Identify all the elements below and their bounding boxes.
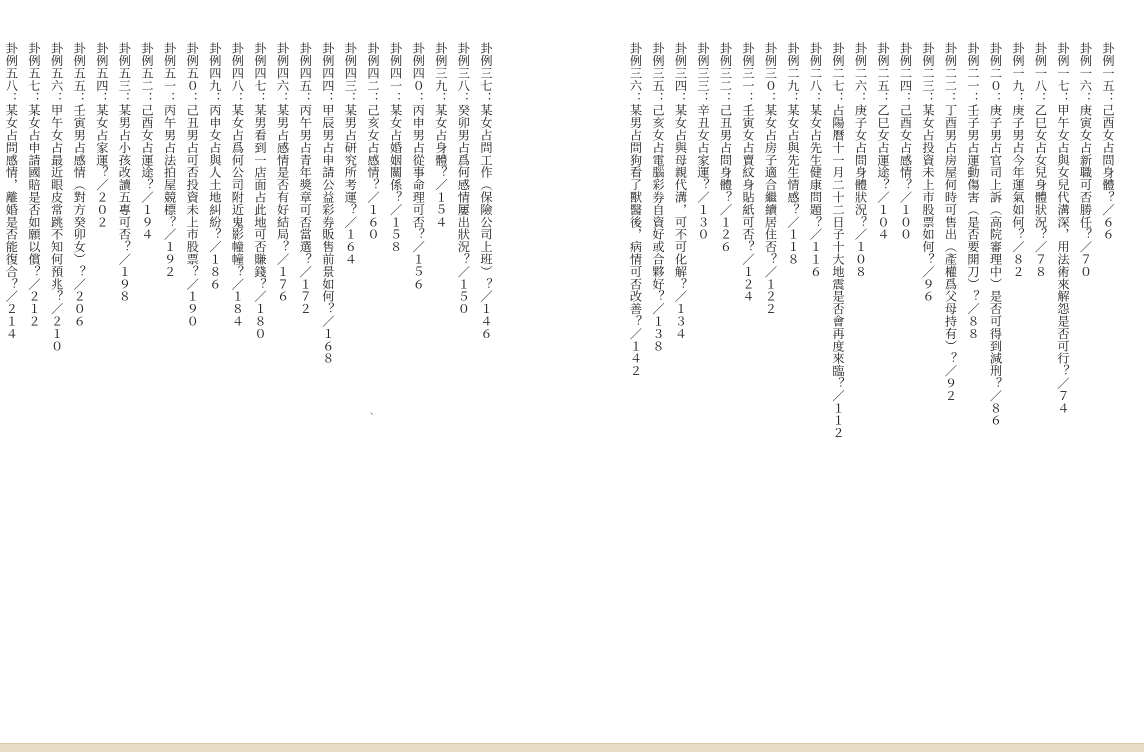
toc-entry: 卦例四五：丙午男占青年獎章可否當選？／１７２ xyxy=(298,42,313,315)
toc-entry: 卦例五０：己丑男占可否投資未上市股票？／１９０ xyxy=(185,42,200,328)
toc-entry: 卦例二八：某女占先生健康問題？／１１６ xyxy=(808,42,823,278)
toc-entry: 卦例二二：丁酉男占房屋何時可售出（產權爲父母持有）？／９２ xyxy=(943,42,958,402)
toc-entry: 卦例一六：庚寅女占新職可否勝任？／７０ xyxy=(1078,42,1093,278)
toc-entry: 卦例四一：某女占婚姻關係？／１５８ xyxy=(388,42,403,253)
toc-entry: 卦例四四：甲辰男占申請公益彩券販售前景如何？／１６８ xyxy=(320,42,335,365)
stray-mark: 、 xyxy=(370,407,380,417)
toc-entry: 卦例二五：乙巳女占運途？／１０４ xyxy=(876,42,890,241)
toc-entry: 卦例三五：己亥女占電腦彩券自資好或合夥好？／１３８ xyxy=(651,42,665,352)
toc-entry: 卦例四六：某男占感情是否有好結局？／１７６ xyxy=(275,42,290,303)
toc-entry: 卦例三九：某女占身體？／１５４ xyxy=(433,42,448,228)
toc-entry: 卦例二三：某女占投資未上市股票如何？／９６ xyxy=(921,42,935,303)
toc-entry: 卦例四三：某男占研究所考運？／１６４ xyxy=(343,42,358,266)
toc-entry: 卦例四七：某男看到一店面占此地可否賺錢？／１８０ xyxy=(253,42,267,340)
toc-entry: 卦例二一：壬子男占運動傷害（是否要開刀）？／８８ xyxy=(966,42,980,340)
toc-entry: 卦例二九：某女占與先生情感？／１１８ xyxy=(786,42,800,266)
toc-entry: 卦例五六：甲午女占最近眼皮常跳不知何預兆？／２１０ xyxy=(49,42,64,352)
toc-entry: 卦例三八：癸卯男占爲何感情屢出狀況？／１５０ xyxy=(456,42,471,315)
toc-entry: 卦例三六：某男占問狗看了獸醫後，病情可否改善？／１４２ xyxy=(628,42,643,377)
toc-entry: 卦例四八：某女占爲何公司附近鬼影幢幢？／１８４ xyxy=(230,42,245,328)
toc-entry: 卦例五五：壬寅男占感情（對方癸卯女）？／２０６ xyxy=(72,42,87,328)
toc-entry: 卦例五七：某女占申請國賠是否如願以償？／２１２ xyxy=(27,42,41,328)
toc-entry: 卦例一七：甲午女占與女兒代溝深，用法術來解怨是否可行？／７４ xyxy=(1056,42,1070,414)
toc-entry: 卦例三二：己丑男占問身體？／１２６ xyxy=(718,42,733,253)
toc-entry: 卦例二六：庚子女占問身體狀況？／１０８ xyxy=(853,42,868,278)
toc-entry: 卦例五四：某女占家運？／２０２ xyxy=(94,42,109,228)
toc-entry: 卦例一九：庚子男占今年運氣如何？／８２ xyxy=(1011,42,1025,278)
toc-entry: 卦例二七：占陽曆十一月二十二日子十大地震是否會再度來臨？／１１２ xyxy=(831,42,845,439)
toc-entry: 卦例四九：丙申女占與人土地糾紛？／１８６ xyxy=(207,42,222,290)
toc-entry: 卦例一八：乙巳女占女兒身體狀況？／７８ xyxy=(1033,42,1048,278)
toc-entry: 卦例五一：丙午男占法拍屋競標？／１９２ xyxy=(162,42,177,278)
toc-entry: 卦例三０：某女占房子適合繼續居住否？／１２２ xyxy=(763,42,778,315)
toc-entry: 卦例三一：壬寅女占賣紋身貼紙可否？／１２４ xyxy=(741,42,755,303)
toc-entry: 卦例四二：己亥女占感情？／１６０ xyxy=(366,42,380,241)
toc-entry: 卦例三七：某女占問工作（保險公司上班）？／１４６ xyxy=(479,42,493,340)
toc-entry: 卦例二０：庚子男占官司上訴（高院審理中）是否可得到減刑？／８６ xyxy=(988,42,1003,427)
toc-entry: 卦例五二：己酉女占運途？／１９４ xyxy=(140,42,154,241)
toc-entry: 卦例二四：己酉女占感情？／１００ xyxy=(898,42,913,241)
toc-entry: 卦例四０：丙申男占從事命理可否？／１５６ xyxy=(411,42,426,290)
toc-entry: 卦例一五：己酉女占問身體？／６６ xyxy=(1101,42,1115,241)
toc-entry: 卦例五八：某女占問感情，離婚是否能復合？／２１４ xyxy=(4,42,19,340)
page-bottom-edge xyxy=(0,743,1144,752)
toc-entry: 卦例三四：某女占與母親代溝，可不可化解？／１３４ xyxy=(673,42,688,340)
toc-entry: 卦例三三：辛丑女占家運？／１３０ xyxy=(696,42,710,241)
toc-entry: 卦例五三：某男占小孩改讀五專可否？／１９８ xyxy=(117,42,132,303)
